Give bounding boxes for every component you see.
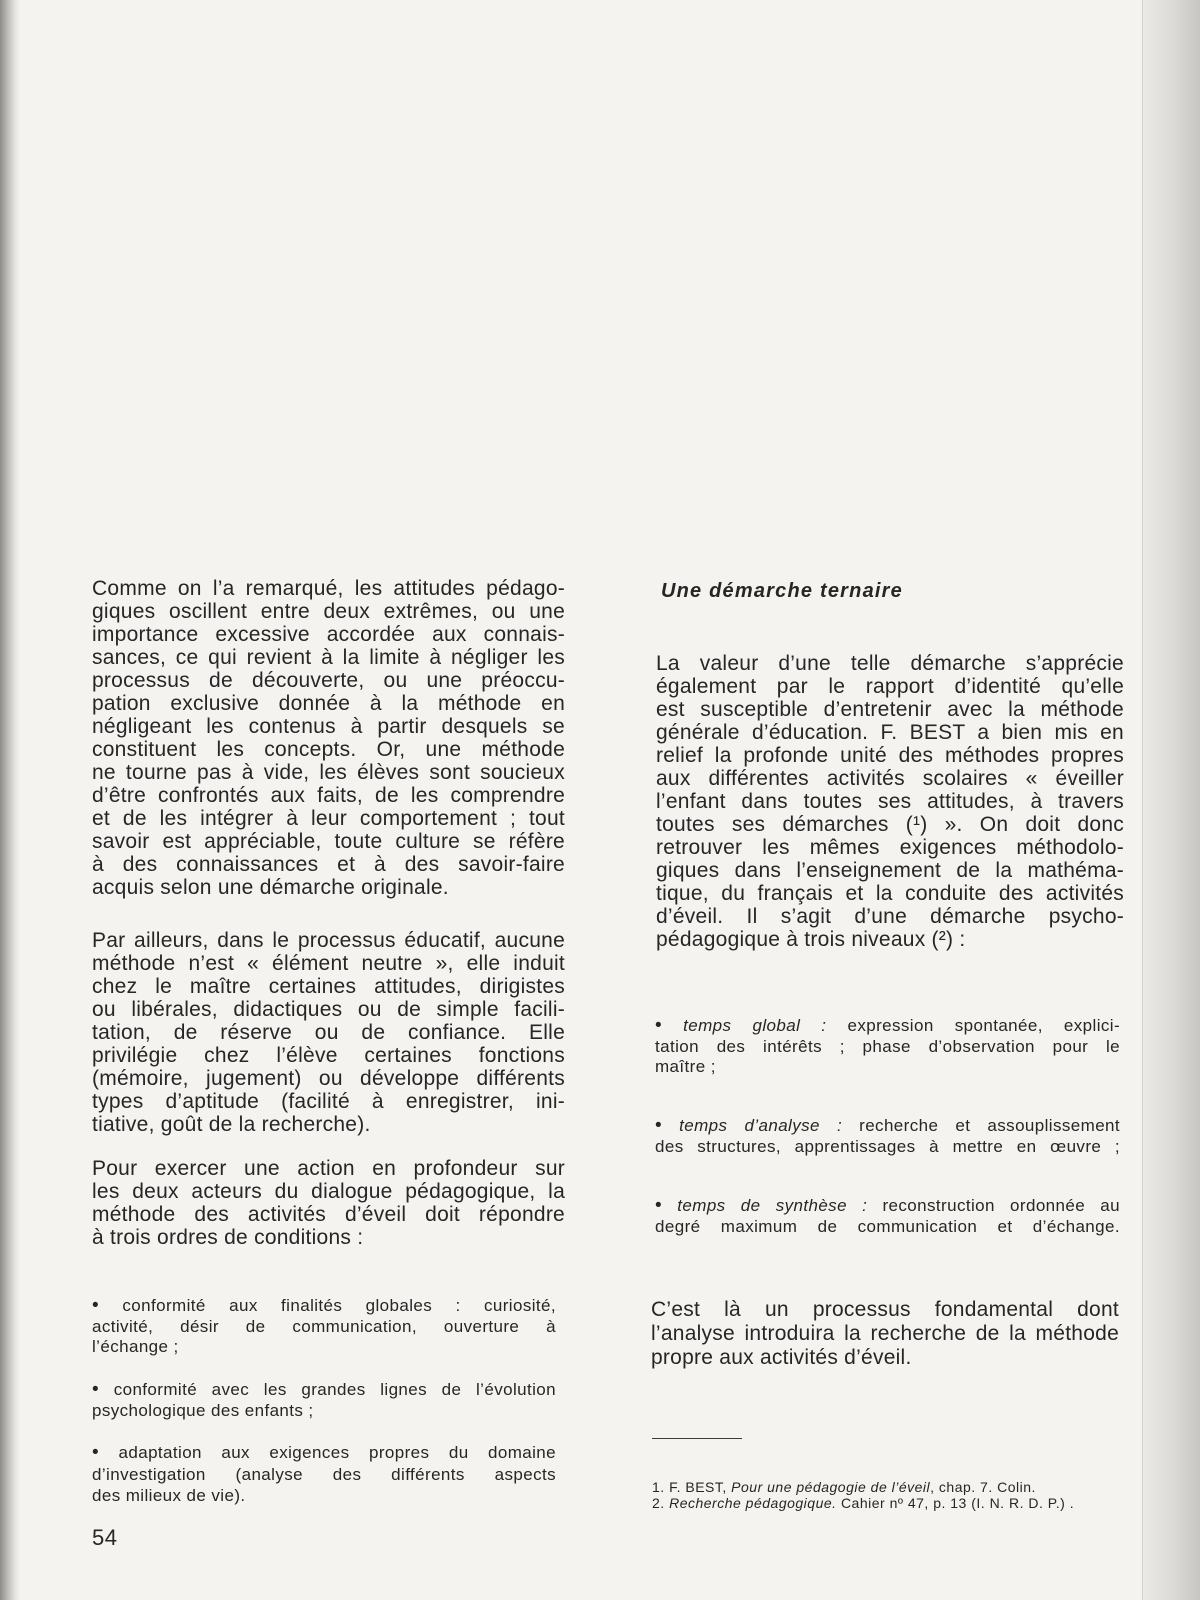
text-line: l’enfant dans toutes ses attitudes, à travers	[656, 790, 1124, 813]
text-line: savoir est appréciable, toute culture se réfère	[92, 830, 565, 853]
text-line: sances, ce qui revient à la limite à négliger les	[92, 646, 565, 669]
footnote-number: 2.	[652, 1495, 665, 1511]
text-line: giques dans l’enseignement de la mathéma-	[656, 859, 1124, 882]
text-line: importance excessive accordée aux connais-	[92, 623, 565, 646]
text-line: psychologique des enfants ;	[92, 1400, 314, 1420]
text-line: générale d’éducation. F. BEST a bien mis en	[656, 721, 1124, 744]
text-line: d’être confrontés aux faits, de les comprendre	[92, 784, 565, 807]
text-line: tique, du français et la conduite des activités	[656, 882, 1124, 905]
text-line: méthode des activités d’éveil doit répondre	[92, 1203, 565, 1226]
text-line: ou libérales, didactiques ou de simple facili-	[92, 998, 565, 1021]
text-line: et de les intégrer à leur comportement ; tout	[92, 807, 565, 830]
text-line: Comme on l’a remarqué, les attitudes pédago-	[92, 577, 565, 600]
bullet-continuation	[92, 1464, 556, 1507]
bullet-first-line	[655, 1116, 1120, 1137]
bullet-text: adaptation aux exigences propres du domaine	[118, 1443, 556, 1462]
left-bullet-item-1	[92, 1296, 556, 1358]
bullet-first-line	[92, 1380, 556, 1401]
bullet-text: recherche et assouplissement	[859, 1116, 1121, 1135]
left-paragraph-2	[92, 929, 565, 1136]
text-line: méthode n’est « élément neutre », elle induit	[92, 952, 565, 975]
bullet-first-line	[655, 1016, 1120, 1037]
text-line: retrouver les mêmes exigences méthodolo-	[656, 836, 1124, 859]
text-line: Pour exercer une action en profondeur sur	[92, 1157, 565, 1180]
bullet-term: temps global :	[683, 1016, 827, 1035]
bullet-text: conformité avec les grandes lignes de l’évolution	[113, 1380, 556, 1399]
right-bullet-item-1	[655, 1016, 1120, 1078]
bullet-continuation	[655, 1037, 1120, 1078]
text-line: propre aux activités d’éveil.	[651, 1346, 912, 1369]
text-line: est susceptible d’entretenir avec la méthode	[656, 698, 1124, 721]
left-paragraph-1	[92, 577, 565, 899]
bullet-term: temps d’analyse :	[679, 1116, 843, 1135]
closing-paragraph	[651, 1298, 1119, 1370]
bullet-first-line	[655, 1196, 1120, 1217]
right-paragraph	[656, 652, 1124, 951]
text-line: pédagogique à trois niveaux (²) :	[656, 928, 966, 951]
footnote-1	[652, 1479, 1036, 1495]
bullet-continuation	[655, 1137, 1120, 1158]
text-line: tation des intérêts ; phase d’observation pour le	[655, 1036, 1120, 1056]
bullet-first-line	[92, 1442, 556, 1464]
bullet-term: temps de synthèse :	[677, 1196, 868, 1215]
text-line: privilégie chez l’élève certaines fonctions	[92, 1044, 565, 1067]
footnote-number: 1.	[652, 1479, 665, 1495]
footnote-separator	[652, 1438, 742, 1439]
footnote-rest: Cahier nº 47, p. 13 (I. N. R. D. P.) .	[840, 1495, 1075, 1511]
section-heading: Une démarche ternaire	[661, 580, 903, 602]
page-number: 54	[92, 1525, 118, 1550]
footnote-rest: , chap. 7. Colin.	[930, 1479, 1036, 1495]
text-line: La valeur d’une telle démarche s’apprécie	[656, 652, 1124, 675]
footnote-2	[652, 1495, 1074, 1511]
text-line: giques oscillent entre deux extrêmes, ou une	[92, 600, 565, 623]
page-right-edge-shadow	[1142, 0, 1200, 1600]
text-line: des milieux de vie).	[92, 1486, 246, 1505]
text-line: l’analyse introduira la recherche de la méthode	[651, 1322, 1119, 1345]
text-line: également par le rapport d’identité qu’elle	[656, 675, 1124, 698]
text-line: négligeant les contenus à partir desquels se	[92, 715, 565, 738]
bullet-text: conformité aux finalités globales : curiosité,	[122, 1296, 556, 1315]
text-line: pation exclusive donnée à la méthode en	[92, 692, 565, 715]
text-line: à trois ordres de conditions :	[92, 1226, 364, 1249]
text-line: types d’aptitude (facilité à enregistrer, ini-	[92, 1090, 565, 1113]
bullet-marker: •	[92, 1295, 100, 1316]
text-line: tation, de réserve ou de confiance. Elle	[92, 1021, 565, 1044]
bullet-text: reconstruction ordonnée au	[882, 1196, 1121, 1215]
text-line: (mémoire, jugement) ou développe différents	[92, 1067, 565, 1090]
text-line: d’éveil. Il s’agit d’une démarche psycho-	[656, 905, 1124, 928]
right-bullet-item-3	[655, 1196, 1120, 1237]
text-line: ne tourne pas à vide, les élèves sont soucieux	[92, 761, 565, 784]
bullet-first-line	[92, 1296, 556, 1317]
bullet-marker: •	[655, 1195, 663, 1216]
footnote-title: Pour une pédagogie de l’éveil	[731, 1479, 931, 1495]
left-bullet-item-3	[92, 1442, 556, 1507]
text-line: chez le maître certaines attitudes, dirigistes	[92, 975, 565, 998]
bullet-marker: •	[92, 1442, 100, 1463]
text-line: Par ailleurs, dans le processus éducatif, aucune	[92, 929, 565, 952]
text-line: constituent les concepts. Or, une méthode	[92, 738, 565, 761]
bullet-marker: •	[655, 1015, 663, 1036]
text-line: relief la profonde unité des méthodes propres	[656, 744, 1124, 767]
bullet-continuation	[655, 1217, 1120, 1238]
footnote-title: Recherche pédagogique.	[669, 1495, 837, 1511]
text-line: aux différentes activités scolaires « éveiller	[656, 767, 1124, 790]
right-bullet-item-2	[655, 1116, 1120, 1157]
page-left-edge-shadow	[0, 0, 20, 1600]
footnote-author: F. BEST,	[669, 1479, 727, 1495]
text-line: C’est là un processus fondamental dont	[651, 1298, 1119, 1321]
text-line: à des connaissances et à des savoir-faire	[92, 853, 565, 876]
left-bullet-item-2	[92, 1380, 556, 1421]
text-line: acquis selon une démarche originale.	[92, 876, 449, 899]
bullet-text: expression spontanée, explici-	[847, 1016, 1121, 1035]
text-line: l’échange ;	[92, 1337, 179, 1356]
bullet-continuation	[92, 1317, 556, 1358]
text-line: degré maximum de communication et d’échange.	[655, 1216, 1120, 1236]
text-line: activité, désir de communication, ouverture à	[92, 1316, 556, 1336]
text-line: maître ;	[655, 1057, 716, 1076]
bullet-marker: •	[92, 1379, 100, 1400]
bullet-marker: •	[655, 1115, 663, 1136]
bullet-continuation	[92, 1401, 556, 1422]
text-line: des structures, apprentissages à mettre en œuvre ;	[655, 1136, 1120, 1156]
text-line: processus de découverte, ou une préoccu-	[92, 669, 565, 692]
text-line: les deux acteurs du dialogue pédagogique, la	[92, 1180, 565, 1203]
text-line: toutes ses démarches (¹) ». On doit donc	[656, 813, 1124, 836]
text-line: tiative, goût de la recherche).	[92, 1113, 371, 1136]
left-paragraph-3	[92, 1157, 565, 1249]
text-line: d’investigation (analyse des différents aspects	[92, 1464, 556, 1484]
